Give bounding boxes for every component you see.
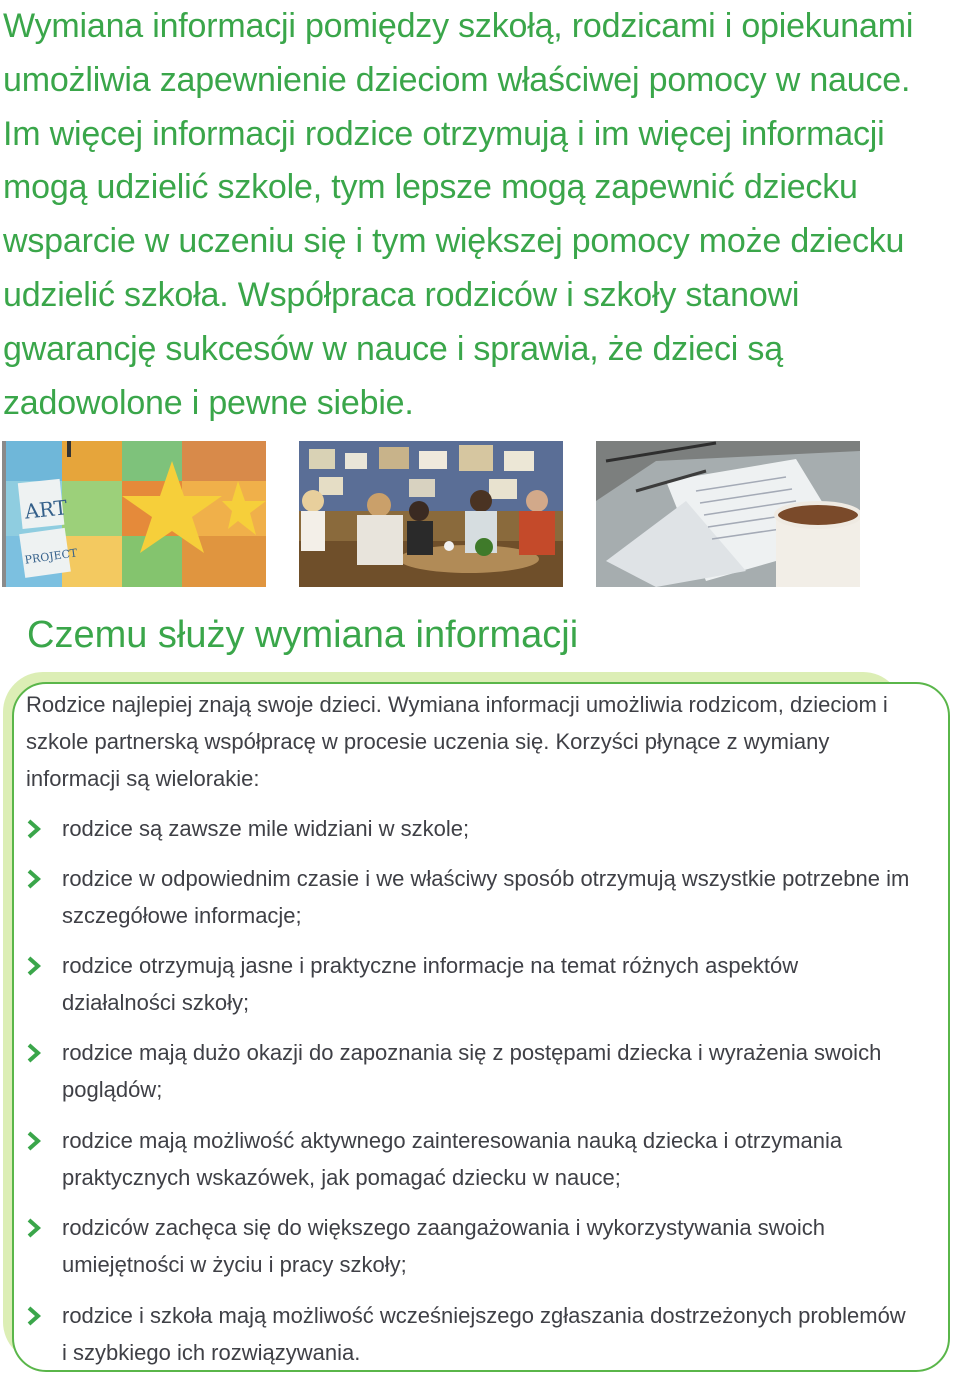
chevron-right-icon bbox=[26, 818, 42, 840]
project-board-label: PROJECT bbox=[23, 546, 79, 567]
list-item-text: rodzice są zawsze mile widziani w szkole; bbox=[62, 816, 470, 841]
list-item bbox=[26, 810, 916, 847]
photo-papers-and-coffee bbox=[596, 441, 860, 587]
chevron-right-icon bbox=[26, 955, 42, 977]
list-item bbox=[26, 1122, 916, 1196]
list-item-text: rodzice mają możliwość aktywnego zainteresowania nauką dziecka i otrzymania praktycznych wskazówek, jak pomagać dziecku w nauce; bbox=[62, 1128, 843, 1190]
list-item-text: rodzice mają dużo okazji do zapoznania się z postępami dziecka i wyrażenia swoich poglądów; bbox=[62, 1040, 882, 1102]
list-item bbox=[26, 1209, 916, 1283]
photo-art-project-board bbox=[2, 441, 266, 587]
info-box-intro: Rodzice najlepiej znają swoje dzieci. Wymiana informacji umożliwia rodzicom, dzieciom i szkole partnerską współpracę w procesie uczenia się. Korzyści płynące z wymiany informacji są wielorakie: bbox=[26, 692, 888, 791]
list-item bbox=[26, 947, 916, 1021]
list-item-text: rodzice i szkoła mają możliwość wcześniejszego zgłaszania dostrzeżonych problemów i szybkiego ich rozwiązywania. bbox=[62, 1303, 906, 1365]
chevron-right-icon bbox=[26, 1042, 42, 1064]
list-item bbox=[26, 1034, 916, 1108]
section-title: Czemu służy wymiana informacji bbox=[27, 614, 579, 656]
chevron-right-icon bbox=[26, 1217, 42, 1239]
photo-parents-meeting bbox=[299, 441, 563, 587]
chevron-right-icon bbox=[26, 868, 42, 890]
list-item bbox=[26, 860, 916, 934]
art-board-label: ART bbox=[23, 495, 69, 524]
list-item-text: rodzice otrzymują jasne i praktyczne informacje na temat różnych aspektów działalności szkoły; bbox=[62, 953, 799, 1015]
list-item-text: rodziców zachęca się do większego zaangażowania i wykorzystywania swoich umiejętności w życiu i pracy szkoły; bbox=[62, 1215, 826, 1277]
intro-paragraph: Wymiana informacji pomiędzy szkołą, rodzicami i opiekunami umożliwia zapewnienie dzieciom właściwej pomocy w nauce. Im więcej informacji rodzice otrzymują i im więcej informacji mogą udzielić szkole, tym lepsze mogą zapewnić dziecku wsparcie w uczeniu się i tym większej pomocy może dziecku udzielić szkoła. Współpraca rodziców i szkoły stanowi gwarancję sukcesów w nauce i sprawia, że dzieci są zadowolone i pewne siebie. bbox=[3, 7, 914, 422]
list-item-text: rodzice w odpowiednim czasie i we właściwy sposób otrzymują wszystkie potrzebne im szczegółowe informacje; bbox=[62, 866, 910, 928]
list-item bbox=[26, 1297, 916, 1371]
photo-strip bbox=[0, 441, 960, 587]
chevron-right-icon bbox=[26, 1130, 42, 1152]
chevron-right-icon bbox=[26, 1305, 42, 1327]
